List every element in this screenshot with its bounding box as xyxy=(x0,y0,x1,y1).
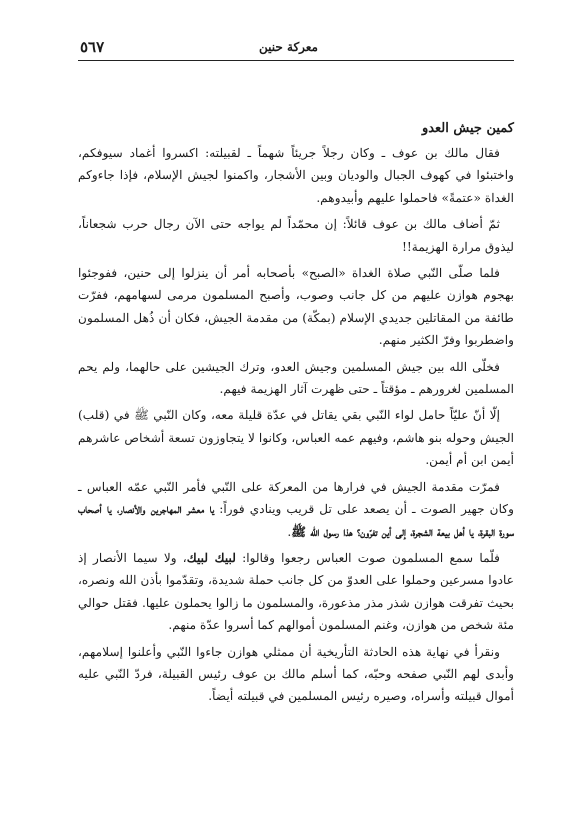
paragraph-text: . xyxy=(287,524,292,539)
running-header xyxy=(78,34,514,61)
section-heading: كمين جيش العدو xyxy=(421,121,514,136)
page-body xyxy=(78,118,514,712)
page-number: ٥٦٧ xyxy=(80,38,105,56)
paragraph: فقال مالك بن عوف ـ وكان رجلاً جريئاً شهماً ـ لقبيلته: اكسروا أغماد سيوفكم، واختبئوا في كهوف الجبال والوديان وبين الأشجار، واكمنوا لجيش الإسلام، فإذا جاءوكم الغداة «عتمةً» فاحملوا عليهم وأبيدوهم. xyxy=(78,146,514,205)
paragraph: إلّا أنّ عليّاً حامل لواء النّبي بقي يقاتل في عدّة قليلة معه، وكان النّبي ﷺ في (قلب) الجيش وحوله بنو هاشم، وفيهم عمه العباس، وكانوا لا يتجاوزون تسعة أشخاص عاشرهم أيمن ابن أم أيمن. xyxy=(78,408,514,468)
paragraph-text: ، ولا سيما الأنصار إذ عادوا مسرعين وحملوا على العدوّ من كل جانب حملة شديدة، وتقدّموا بأذن الله ونصره، بحيث تفرقت هوازن شذر مذر مذعورة، والمسلمون ما زالوا يحملون عليها. فقتل حوالي مئة شخص من هوازن، وغنم المسلمون أموالهم كما أسروا عدّة منهم. xyxy=(78,550,514,633)
paragraph-text: فلّما سمع المسلمون صوت العباس رجعوا وقالوا: xyxy=(235,550,500,565)
quoted-call: يا معشر المهاجرين والأنصار، يا أصحاب سورة البقرة، يا أهل بيعة الشجرة، إلى أين تفرّون؟ هذا رسول الله ﷺ xyxy=(78,502,514,539)
paragraph: فلما صلّى النّبي صلاة الغداة «الصبح» بأصحابه أمر أن ينزلوا إلى حنين، ففوجئوا بهجوم هوازن عليهم من كل جانب وصوب، وأصبح المسلمون مرمى لسهامهم، ففرّت طائفة من المقاتلين جديدي الإسلام (بمكّة) من مقدمة الجيش، فكان أن ذُهل المسلمون واضطربوا وفرّ الكثير منهم. xyxy=(78,266,514,348)
quoted-reply: لبيك لبيك xyxy=(186,550,236,565)
paragraph: فخلّى الله بين جيش المسلمين وجيش العدو، وترك الجيشين على حالهما، ولم يحم المسلمين لغرورهم ـ مؤقتاً ـ حتى ظهرت آثار الهزيمة فيهم. xyxy=(78,359,514,397)
paragraph: ثمّ أضاف مالك بن عوف قائلاً: إن محمّداً لم يواجه حتى الآن رجال حرب شجعاناً، ليذوق مرارة الهزيمة!! xyxy=(78,217,514,254)
chapter-title: معركة حنين xyxy=(259,40,318,54)
paragraph xyxy=(78,547,514,637)
paragraph-text: فمرّت مقدمة الجيش في فرارها من المعركة على النّبي فأمر النّبي عمّه العباس ـ وكان جهير الصوت ـ أن يصعد على تل قريب وينادي فوراً: xyxy=(78,479,514,517)
paragraph: ونقرأ في نهاية هذه الحادثة التأريخية أن ممثلي هوازن جاءوا النّبي وأعلنوا إسلامهم، وأبدى لهم النّبي صفحه وحبّه، كما أسلم مالك بن عوف رئيس القبيلة، فردّ النّبي عليه أموال قبيلته وأسراه، وصيره رئيس المسلمين في قبيلته أيضاً. xyxy=(78,644,514,704)
paragraph xyxy=(78,476,514,543)
